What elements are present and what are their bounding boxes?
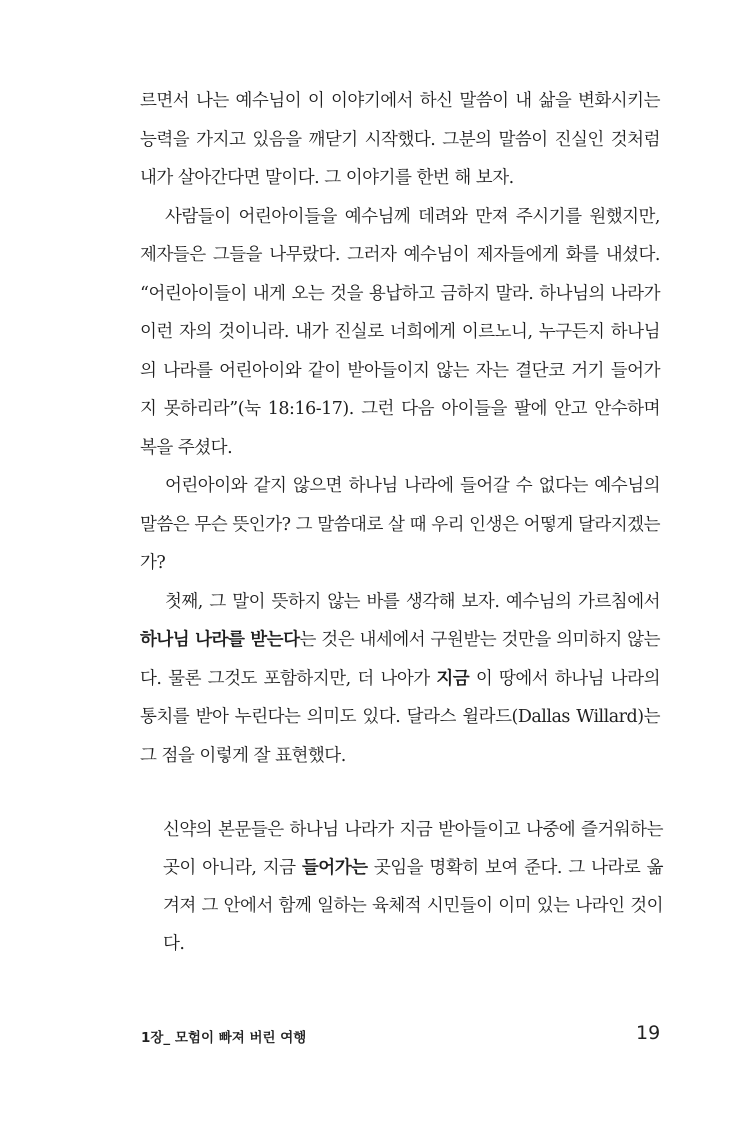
paragraph-text: 는 것은 내세에서 구원받는 것만을 의미하지 않는다. 물론 그것도 포함하지만, 더 나아가	[140, 630, 660, 689]
block-quote	[163, 811, 663, 963]
paragraph-text: 르면서 나는 예수님이 이 이야기에서 하신 말씀이 내 삶을 변화시키는 능력을 가지고 있음을 깨닫기 시작했다. 그분의 말씀이 진실인 것처럼 내가 살아간다면 말이다. 그 이야기를 한번 해 보자.	[140, 91, 660, 188]
quote-text: 곳임을 명확히 보여 준다. 그 나라로 옮겨져 그 안에서 함께 일하는 육체적 시민들이 이미 있는 나라인 것이다.	[163, 858, 663, 954]
paragraph	[140, 467, 660, 583]
paragraph	[140, 198, 660, 468]
paragraph-text: 이 땅에서 하나님 나라의 통치를 받아 누린다는 의미도 있다. 달라스 윌라드(Dallas Willard)는 그 점을 이렇게 잘 표현했다.	[140, 668, 660, 766]
body-text	[140, 82, 660, 775]
paragraph-text: 어린아이와 같지 않으면 하나님 나라에 들어갈 수 없다는 예수님의 말씀은 무슨 뜻인가? 그 말씀대로 살 때 우리 인생은 어떻게 달라지겠는가?	[140, 476, 660, 573]
emphasis-text: 들어가는	[301, 858, 368, 878]
page-number: 19	[636, 1022, 661, 1044]
emphasis-text: 하나님 나라를 받는다	[140, 630, 300, 650]
running-footer-chapter: 1장_ 모험이 빠져 버린 여행	[141, 1030, 307, 1046]
paragraph-text: 첫째, 그 말이 뜻하지 않는 바를 생각해 보자. 예수님의 가르침에서	[165, 591, 660, 612]
paragraph-text: 사람들이 어린아이들을 예수님께 데려와 만져 주시기를 원했지만, 제자들은 그들을 나무랐다. 그러자 예수님이 제자들에게 화를 내셨다. “어린아이들이 내게 오는 것을 용납하고 금하지 말라. 하나님의 나라가 이런 자의 것이니라. 내가 진실로 너희에게 이르노니, 누구든지 하나님의 나라를 어린아이와 같이 받아들이지 않는 자는 결단코 거기 들어가지 못하리라”(눅 18:16-17). 그런 다음 아이들을 팔에 안고 안수하며 복을 주셨다.	[140, 206, 660, 458]
paragraph	[140, 82, 660, 198]
emphasis-text: 지금	[436, 668, 470, 689]
paragraph	[140, 583, 660, 776]
quote-text: 신약의 본문들은 하나님 나라가 지금 받아들이고 나중에 즐거워하는 곳이 아니라, 지금	[163, 820, 663, 878]
